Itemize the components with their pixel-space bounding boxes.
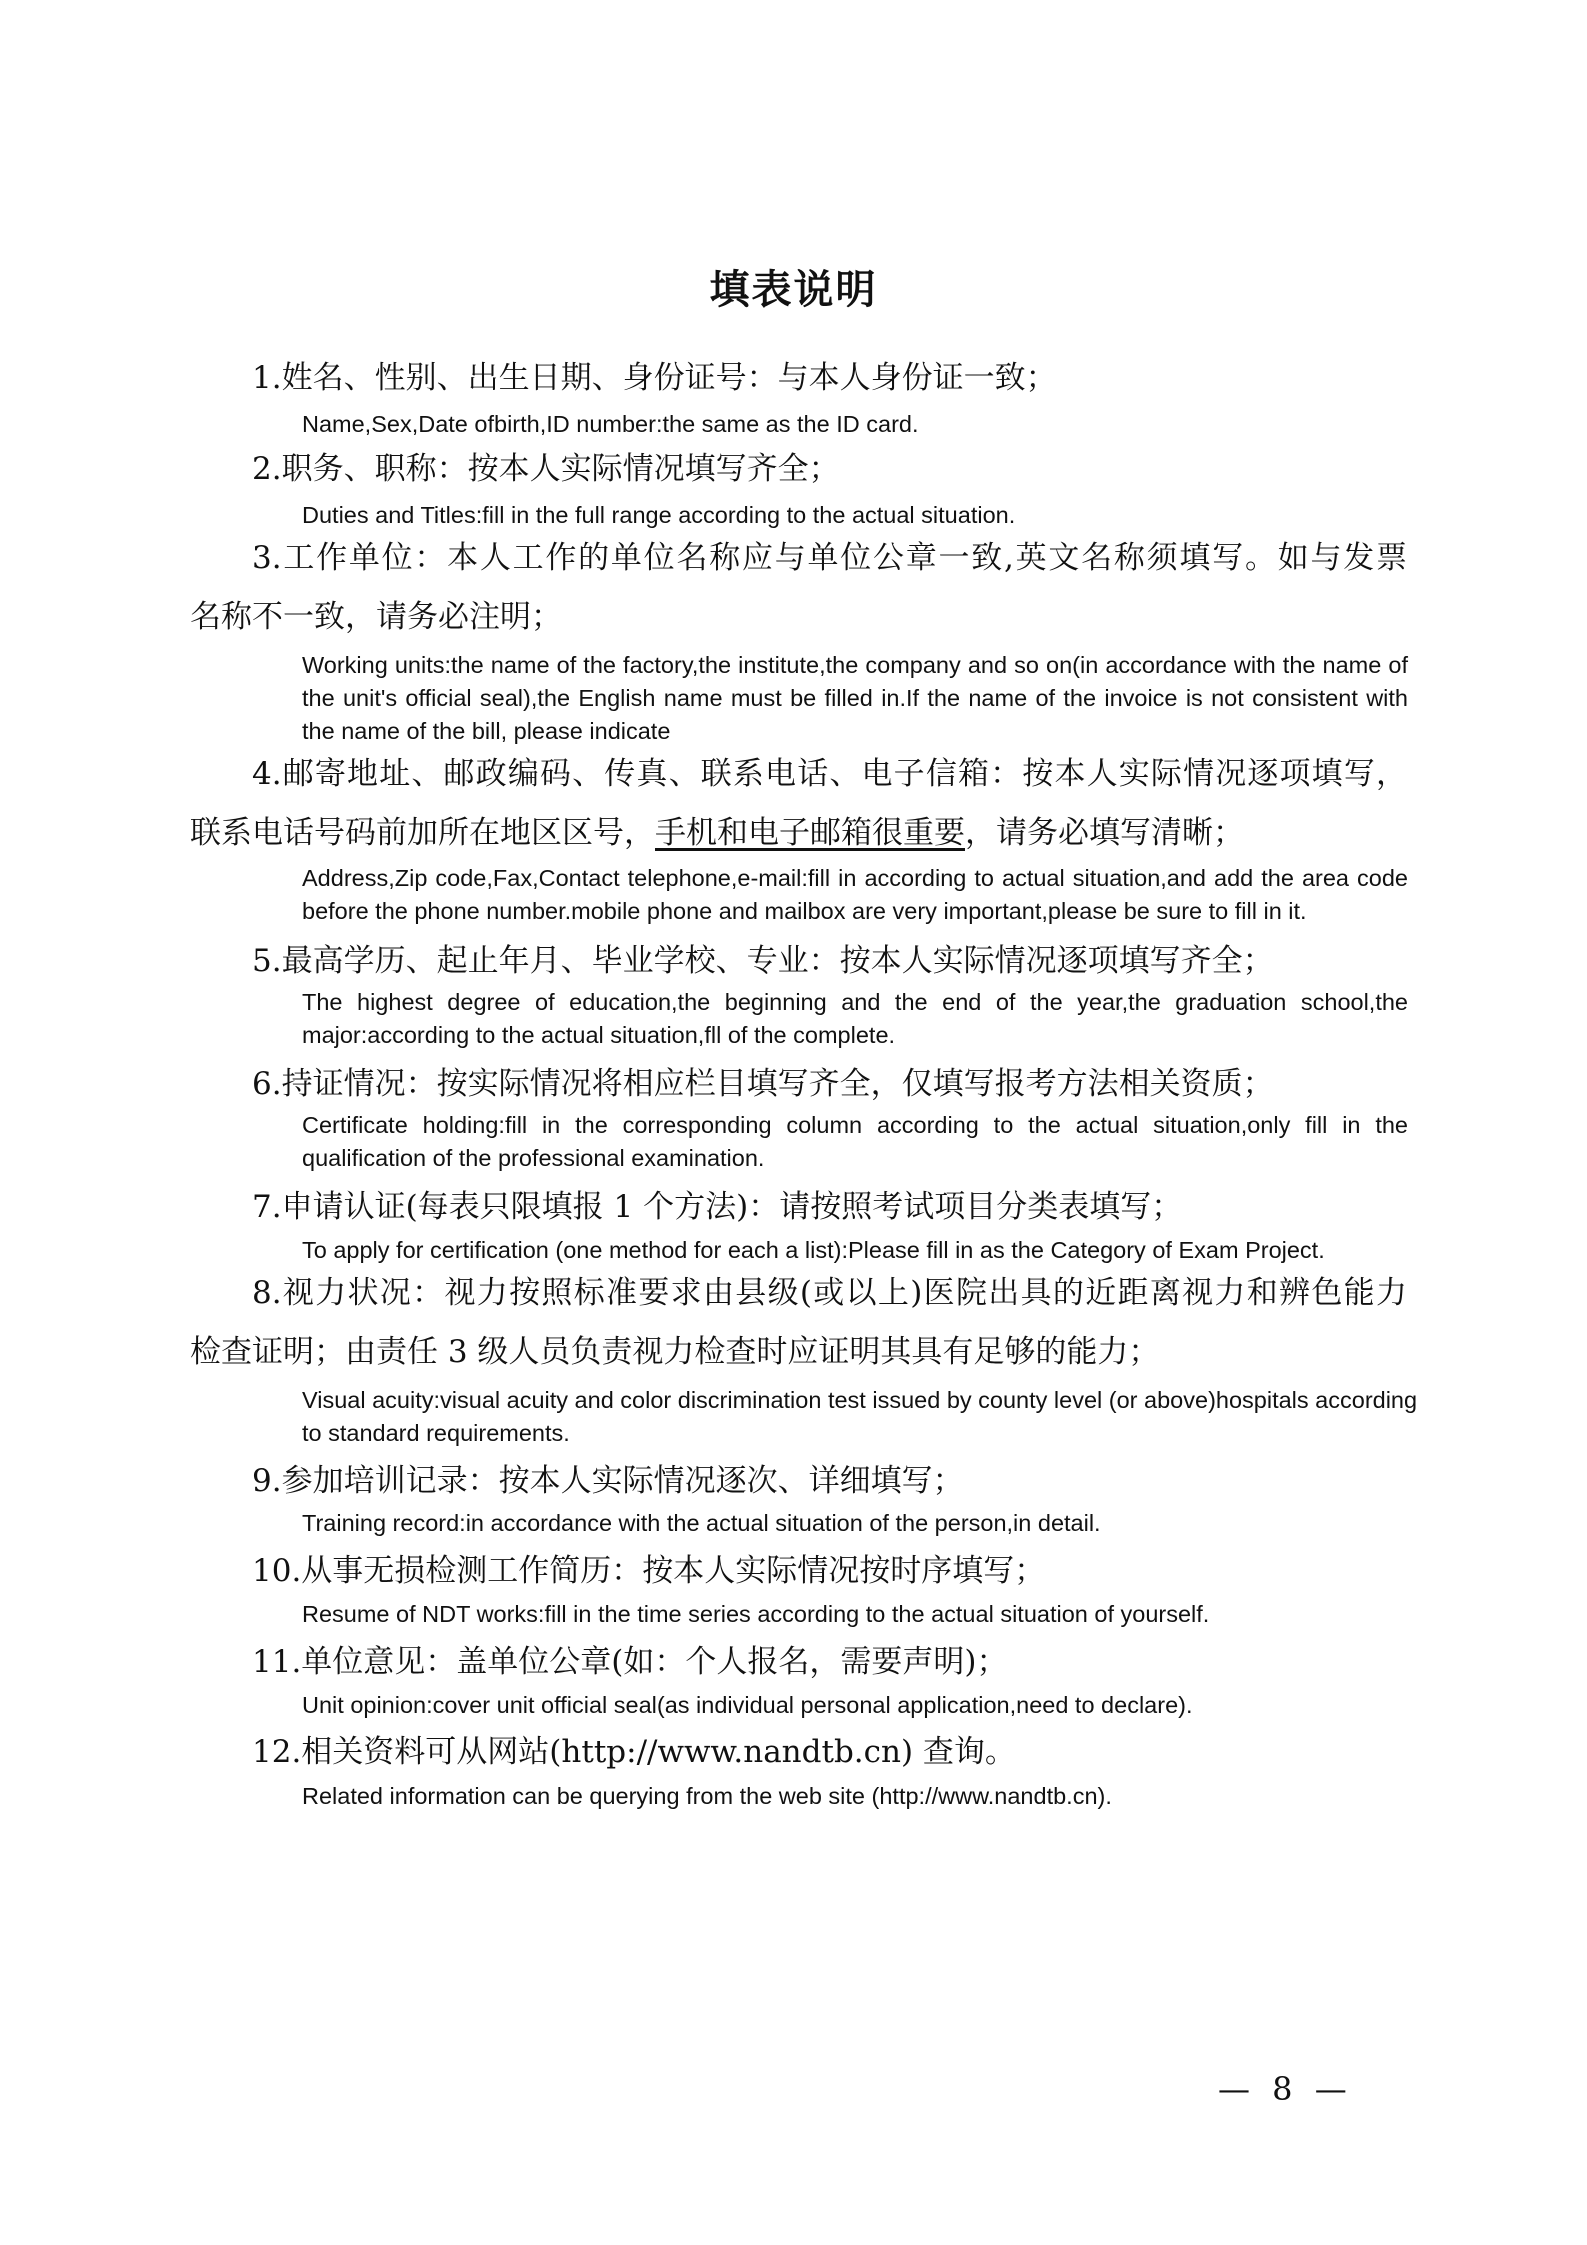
instruction-4-zh-line1: 4.邮寄地址、邮政编码、传真、联系电话、电子信箱：按本人实际情况逐项填写，: [252, 756, 1407, 792]
instruction-9-zh: 9.参加培训记录：按本人实际情况逐次、详细填写；: [252, 1463, 964, 1499]
instruction-8-zh-line2: 检查证明；由责任 3 级人员负责视力检查时应证明其具有足够的能力；: [190, 1334, 1160, 1370]
instruction-8-en: Visual acuity:visual acuity and color discrimination test issued by county level (or above)hospitals according to standard requirements.: [302, 1387, 1418, 1446]
instruction-5-en: The highest degree of education,the beginning and the end of the year,the graduation school,the major:according to the actual situation,fll of the complete.: [302, 989, 1408, 1048]
instruction-1-en: Name,Sex,Date ofbirth,ID number:the same as the ID card.: [302, 411, 919, 437]
underlined-emphasis: 手机和电子邮箱很重要: [655, 815, 965, 851]
instruction-11-en: Unit opinion:cover unit official seal(as individual personal application,need to declare).: [302, 1692, 1193, 1718]
instruction-9-en: Training record:in accordance with the actual situation of the person,in detail.: [302, 1510, 1101, 1536]
instruction-12-en: Related information can be querying from the web site (http://www.nandtb.cn).: [302, 1783, 1112, 1809]
instruction-8-zh-line1: 8.视力状况：视力按照标准要求由县级(或以上)医院出具的近距离视力和辨色能力: [252, 1275, 1407, 1311]
instruction-6-zh: 6.持证情况：按实际情况将相应栏目填写齐全，仅填写报考方法相关资质；: [252, 1066, 1274, 1102]
instruction-3-en: Working units:the name of the factory,the institute,the company and so on(in accordance with the name of the unit's official seal),the English name must be filled in.If the name of the invoice is not consistent with the name of the bill, please indicate: [302, 652, 1408, 744]
instruction-2-zh: 2.职务、职称：按本人实际情况填写齐全；: [252, 451, 840, 487]
instruction-10-zh: 10.从事无损检测工作简历：按本人实际情况按时序填写；: [252, 1553, 1046, 1589]
page-title: 填表说明: [709, 267, 878, 313]
instruction-5-zh: 5.最高学历、起止年月、毕业学校、专业：按本人实际情况逐项填写齐全；: [252, 943, 1274, 979]
instruction-4-zh-line2: 联系电话号码前加所在地区区号，手机和电子邮箱很重要，请务必填写清晰；: [190, 815, 1244, 851]
instruction-7-zh: 7.申请认证(每表只限填报 1 个方法)：请按照考试项目分类表填写；: [252, 1189, 1183, 1225]
instruction-2-en: Duties and Titles:fill in the full range according to the actual situation.: [302, 502, 1016, 528]
instruction-3-zh-line1: 3.工作单位：本人工作的单位名称应与单位公章一致,英文名称须填写。如与发票: [252, 540, 1407, 576]
instruction-12-zh: 12.相关资料可从网站(http://www.nandtb.cn) 查询。: [252, 1734, 1016, 1770]
page-number: — 8 —: [1218, 2070, 1353, 2108]
instruction-3-zh-line2: 名称不一致，请务必注明；: [190, 599, 562, 635]
instruction-6-en: Certificate holding:fill in the corresponding column according to the actual situation,only fill in the qualification of the professional examination.: [302, 1112, 1408, 1171]
instruction-11-zh: 11.单位意见：盖单位公章(如：个人报名，需要声明)；: [252, 1644, 1008, 1680]
instruction-1-zh: 1.姓名、性别、出生日期、身份证号：与本人身份证一致；: [252, 360, 1057, 396]
instruction-10-en: Resume of NDT works:fill in the time series according to the actual situation of yourself.: [302, 1601, 1210, 1627]
instruction-7-en: To apply for certification (one method for each a list):Please fill in as the Category of Exam Project.: [302, 1237, 1325, 1263]
instruction-4-en: Address,Zip code,Fax,Contact telephone,e-mail:fill in according to actual situation,and add the area code before the phone number.mobile phone and mailbox are very important,please be sure to fill in it.: [302, 865, 1408, 924]
